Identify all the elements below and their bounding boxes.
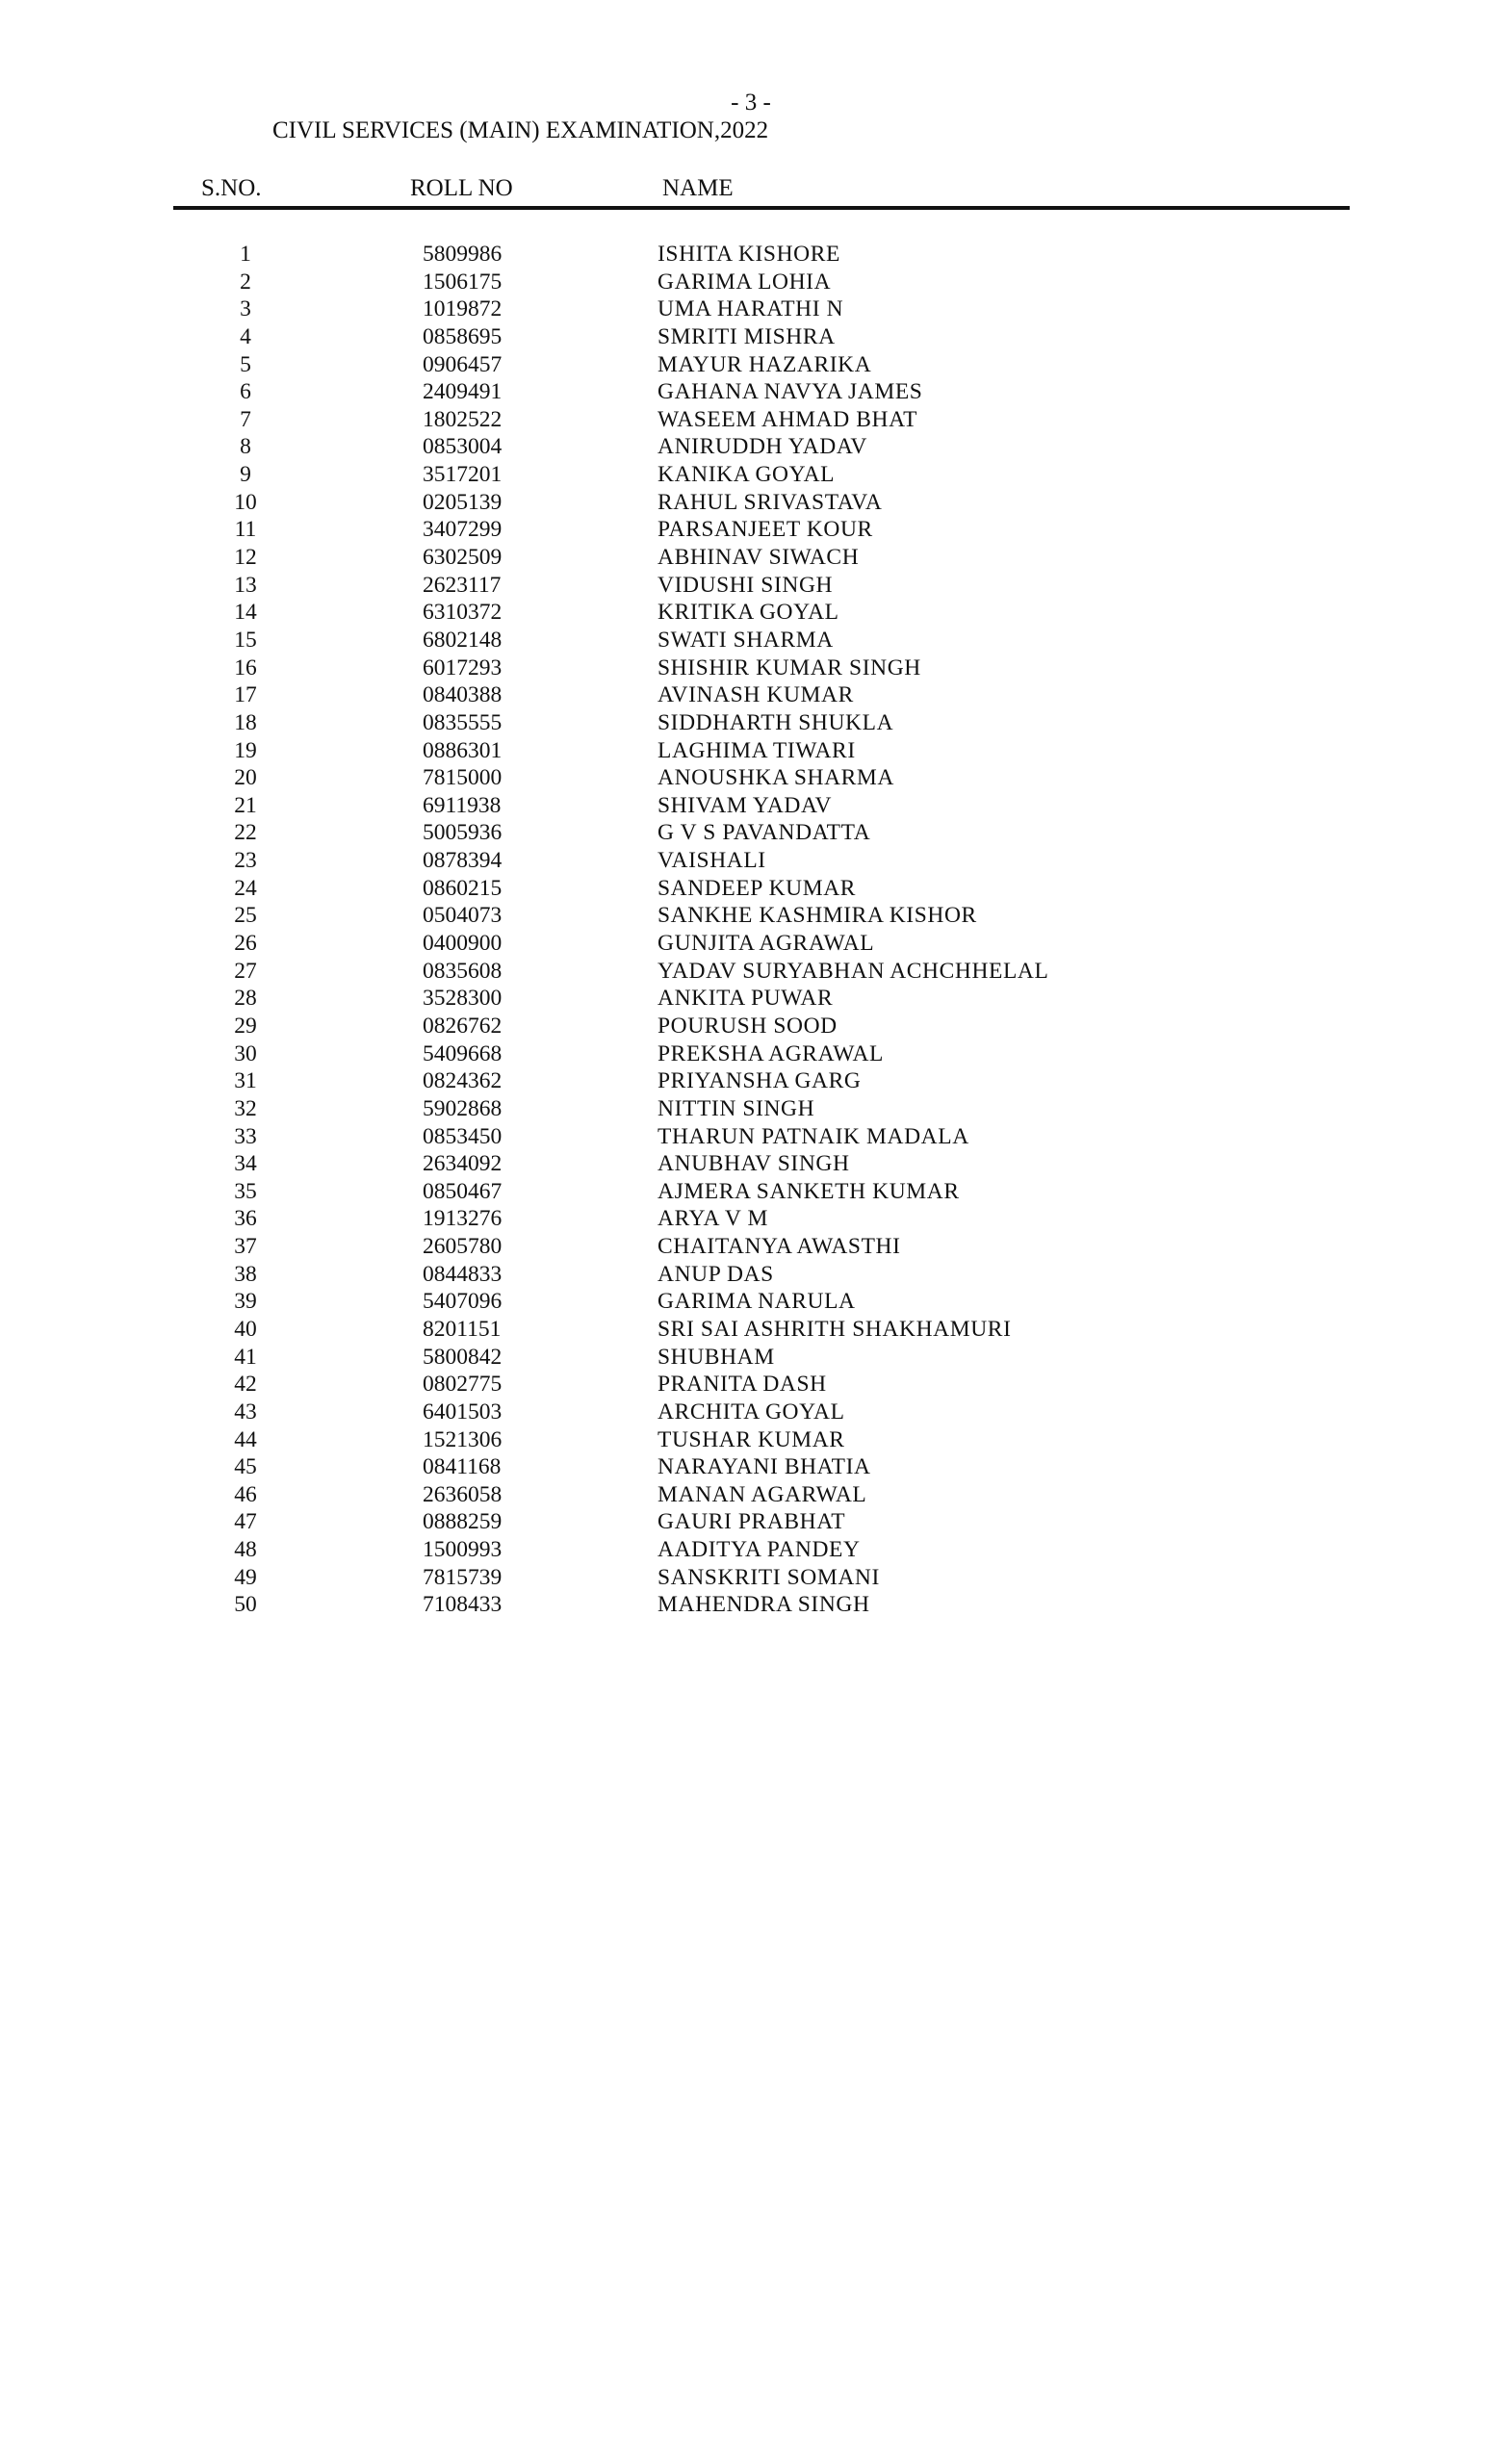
cell-name: ANOUSHKA SHARMA (658, 765, 894, 791)
cell-name: LAGHIMA TIWARI (658, 737, 856, 763)
cell-name: WASEEM AHMAD BHAT (658, 406, 918, 432)
cell-roll-no: 3528300 (423, 986, 503, 1012)
cell-name: GARIMA LOHIA (658, 269, 832, 295)
cell-sno: 11 (234, 517, 257, 543)
table-row (0, 1453, 1496, 1481)
header-divider (173, 206, 1350, 210)
cell-roll-no: 6310372 (423, 600, 503, 626)
column-header-roll-no: ROLL NO (410, 175, 513, 201)
cell-sno: 49 (234, 1564, 257, 1590)
cell-sno: 13 (234, 572, 257, 598)
cell-name: ISHITA KISHORE (658, 242, 840, 267)
table-row (0, 1564, 1496, 1592)
cell-sno: 31 (234, 1068, 257, 1094)
table-row (0, 958, 1496, 986)
cell-sno: 2 (240, 269, 251, 295)
cell-name: ANUBHAV SINGH (658, 1151, 850, 1177)
cell-sno: 50 (234, 1592, 257, 1618)
cell-roll-no: 5809986 (423, 242, 503, 267)
table-row (0, 1481, 1496, 1509)
table-row (0, 627, 1496, 654)
cell-sno: 44 (234, 1426, 257, 1452)
table-row (0, 985, 1496, 1013)
cell-roll-no: 1506175 (423, 269, 503, 295)
cell-sno: 40 (234, 1316, 257, 1342)
table-row (0, 295, 1496, 323)
cell-name: SMRITI MISHRA (658, 323, 836, 349)
column-header-name: NAME (662, 175, 734, 201)
page-number: - 3 - (731, 90, 771, 116)
cell-roll-no: 0858695 (423, 323, 503, 349)
cell-name: THARUN PATNAIK MADALA (658, 1123, 969, 1149)
table-row (0, 461, 1496, 489)
table-row (0, 819, 1496, 847)
table-row (0, 1399, 1496, 1426)
cell-roll-no: 6302509 (423, 545, 503, 571)
table-row (0, 1288, 1496, 1316)
cell-sno: 6 (240, 379, 251, 405)
cell-roll-no: 6802148 (423, 627, 503, 653)
table-row (0, 1040, 1496, 1068)
table-row (0, 433, 1496, 461)
cell-roll-no: 0844833 (423, 1261, 503, 1287)
table-row (0, 1591, 1496, 1619)
cell-sno: 30 (234, 1040, 257, 1066)
cell-sno: 19 (234, 737, 257, 763)
cell-roll-no: 1500993 (423, 1537, 503, 1563)
cell-roll-no: 8201151 (423, 1316, 502, 1342)
table-row (0, 1178, 1496, 1206)
table-row (0, 351, 1496, 379)
cell-roll-no: 1521306 (423, 1426, 503, 1452)
cell-roll-no: 1913276 (423, 1206, 503, 1232)
cell-name: VAISHALI (658, 848, 766, 874)
cell-sno: 34 (234, 1151, 257, 1177)
cell-name: NARAYANI BHATIA (658, 1454, 871, 1480)
cell-sno: 9 (240, 462, 251, 488)
table-row (0, 875, 1496, 903)
cell-name: MAHENDRA SINGH (658, 1592, 870, 1618)
cell-sno: 10 (234, 489, 257, 515)
cell-roll-no: 0802775 (423, 1372, 503, 1398)
table-row (0, 654, 1496, 682)
cell-roll-no: 0888259 (423, 1509, 503, 1535)
cell-roll-no: 0850467 (423, 1178, 503, 1204)
cell-name: SHIVAM YADAV (658, 792, 833, 818)
cell-roll-no: 1802522 (423, 406, 503, 432)
exam-title: CIVIL SERVICES (MAIN) EXAMINATION,2022 (272, 117, 769, 143)
cell-roll-no: 0886301 (423, 737, 503, 763)
cell-name: AJMERA SANKETH KUMAR (658, 1178, 960, 1204)
table-row (0, 930, 1496, 958)
cell-sno: 47 (234, 1509, 257, 1535)
cell-roll-no: 0504073 (423, 903, 503, 929)
cell-roll-no: 3407299 (423, 517, 503, 543)
cell-sno: 14 (234, 600, 257, 626)
cell-sno: 25 (234, 903, 257, 929)
cell-sno: 33 (234, 1123, 257, 1149)
table-row (0, 1426, 1496, 1454)
cell-name: PRIYANSHA GARG (658, 1068, 862, 1094)
cell-sno: 46 (234, 1481, 257, 1507)
table-row (0, 269, 1496, 296)
cell-roll-no: 0906457 (423, 351, 503, 377)
cell-name: GUNJITA AGRAWAL (658, 931, 875, 957)
cell-sno: 45 (234, 1454, 257, 1480)
table-row (0, 792, 1496, 820)
cell-roll-no: 2636058 (423, 1481, 503, 1507)
cell-name: SHUBHAM (658, 1344, 775, 1370)
table-row (0, 1150, 1496, 1178)
cell-name: KRITIKA GOYAL (658, 600, 839, 626)
cell-sno: 15 (234, 627, 257, 653)
cell-sno: 36 (234, 1206, 257, 1232)
cell-name: POURUSH SOOD (658, 1013, 838, 1039)
cell-sno: 28 (234, 986, 257, 1012)
table-row (0, 681, 1496, 709)
cell-sno: 32 (234, 1095, 257, 1121)
cell-name: PRANITA DASH (658, 1372, 827, 1398)
cell-roll-no: 2605780 (423, 1234, 503, 1260)
cell-name: SANDEEP KUMAR (658, 875, 857, 901)
cell-sno: 41 (234, 1344, 257, 1370)
cell-roll-no: 0853004 (423, 434, 503, 460)
table-row (0, 1261, 1496, 1289)
table-row (0, 764, 1496, 792)
table-row (0, 406, 1496, 434)
cell-sno: 22 (234, 820, 257, 846)
cell-name: KANIKA GOYAL (658, 462, 836, 488)
cell-sno: 42 (234, 1372, 257, 1398)
cell-sno: 35 (234, 1178, 257, 1204)
cell-sno: 7 (240, 406, 251, 432)
cell-name: GAURI PRABHAT (658, 1509, 846, 1535)
cell-name: MAYUR HAZARIKA (658, 351, 872, 377)
cell-roll-no: 0400900 (423, 931, 503, 957)
table-row (0, 1371, 1496, 1399)
table-row (0, 1095, 1496, 1123)
cell-name: SANSKRITI SOMANI (658, 1564, 880, 1590)
cell-sno: 12 (234, 545, 257, 571)
cell-name: ABHINAV SIWACH (658, 545, 860, 571)
cell-roll-no: 5005936 (423, 820, 503, 846)
cell-sno: 43 (234, 1399, 257, 1424)
cell-roll-no: 1019872 (423, 296, 503, 322)
cell-roll-no: 0860215 (423, 875, 503, 901)
cell-name: PREKSHA AGRAWAL (658, 1040, 884, 1066)
table-row (0, 902, 1496, 930)
cell-roll-no: 3517201 (423, 462, 503, 488)
cell-roll-no: 7815000 (423, 765, 503, 791)
cell-name: SHISHIR KUMAR SINGH (658, 654, 921, 680)
table-row (0, 516, 1496, 544)
cell-roll-no: 0824362 (423, 1068, 503, 1094)
cell-name: G V S PAVANDATTA (658, 820, 871, 846)
table-row (0, 323, 1496, 351)
cell-roll-no: 5407096 (423, 1289, 503, 1315)
table-row (0, 1344, 1496, 1372)
cell-roll-no: 2409491 (423, 379, 503, 405)
cell-roll-no: 0835608 (423, 958, 503, 984)
cell-name: CHAITANYA AWASTHI (658, 1234, 901, 1260)
table-row (0, 1067, 1496, 1095)
cell-roll-no: 0205139 (423, 489, 503, 515)
cell-roll-no: 5800842 (423, 1344, 503, 1370)
table-row (0, 847, 1496, 875)
cell-roll-no: 0841168 (423, 1454, 502, 1480)
table-row (0, 378, 1496, 406)
cell-roll-no: 0826762 (423, 1013, 503, 1039)
cell-roll-no: 2623117 (423, 572, 502, 598)
cell-name: AADITYA PANDEY (658, 1537, 861, 1563)
cell-name: TUSHAR KUMAR (658, 1426, 845, 1452)
results-table-body (0, 241, 1496, 1619)
cell-sno: 26 (234, 931, 257, 957)
cell-name: GARIMA NARULA (658, 1289, 856, 1315)
cell-name: RAHUL SRIVASTAVA (658, 489, 883, 515)
cell-sno: 4 (240, 323, 251, 349)
cell-name: ANUP DAS (658, 1261, 774, 1287)
cell-sno: 39 (234, 1289, 257, 1315)
cell-name: SRI SAI ASHRITH SHAKHAMURI (658, 1316, 1012, 1342)
table-row (0, 709, 1496, 737)
cell-sno: 21 (234, 792, 257, 818)
cell-roll-no: 5902868 (423, 1095, 503, 1121)
cell-sno: 18 (234, 709, 257, 735)
cell-sno: 16 (234, 654, 257, 680)
cell-sno: 23 (234, 848, 257, 874)
cell-name: ANIRUDDH YADAV (658, 434, 867, 460)
table-row (0, 1508, 1496, 1536)
table-row (0, 1536, 1496, 1564)
cell-name: PARSANJEET KOUR (658, 517, 873, 543)
cell-sno: 17 (234, 682, 257, 708)
cell-name: ARYA V M (658, 1206, 768, 1232)
cell-name: ANKITA PUWAR (658, 986, 834, 1012)
cell-sno: 48 (234, 1537, 257, 1563)
table-row (0, 241, 1496, 269)
table-row (0, 489, 1496, 517)
cell-name: YADAV SURYABHAN ACHCHHELAL (658, 958, 1049, 984)
cell-name: MANAN AGARWAL (658, 1481, 867, 1507)
cell-roll-no: 0878394 (423, 848, 503, 874)
cell-roll-no: 0840388 (423, 682, 503, 708)
cell-name: ARCHITA GOYAL (658, 1399, 845, 1424)
cell-sno: 1 (240, 242, 251, 267)
cell-roll-no: 6017293 (423, 654, 503, 680)
table-row (0, 572, 1496, 600)
table-row (0, 544, 1496, 572)
cell-roll-no: 0835555 (423, 709, 503, 735)
cell-roll-no: 6911938 (423, 792, 502, 818)
table-row (0, 1316, 1496, 1344)
cell-roll-no: 2634092 (423, 1151, 503, 1177)
table-row (0, 737, 1496, 765)
cell-roll-no: 7815739 (423, 1564, 503, 1590)
cell-name: SWATI SHARMA (658, 627, 834, 653)
table-row (0, 599, 1496, 627)
column-header-sno: S.NO. (201, 175, 262, 201)
table-row (0, 1013, 1496, 1040)
table-row (0, 1205, 1496, 1233)
cell-sno: 38 (234, 1261, 257, 1287)
cell-name: SIDDHARTH SHUKLA (658, 709, 894, 735)
cell-sno: 29 (234, 1013, 257, 1039)
cell-name: VIDUSHI SINGH (658, 572, 834, 598)
cell-name: GAHANA NAVYA JAMES (658, 379, 923, 405)
cell-roll-no: 0853450 (423, 1123, 503, 1149)
cell-sno: 37 (234, 1234, 257, 1260)
cell-sno: 24 (234, 875, 257, 901)
cell-name: NITTIN SINGH (658, 1095, 815, 1121)
cell-sno: 3 (240, 296, 251, 322)
table-row (0, 1233, 1496, 1261)
cell-sno: 5 (240, 351, 251, 377)
table-row (0, 1123, 1496, 1151)
cell-name: UMA HARATHI N (658, 296, 844, 322)
cell-sno: 20 (234, 765, 257, 791)
cell-name: SANKHE KASHMIRA KISHOR (658, 903, 977, 929)
cell-name: AVINASH KUMAR (658, 682, 854, 708)
cell-roll-no: 7108433 (423, 1592, 503, 1618)
cell-sno: 8 (240, 434, 251, 460)
cell-sno: 27 (234, 958, 257, 984)
cell-roll-no: 6401503 (423, 1399, 503, 1424)
cell-roll-no: 5409668 (423, 1040, 503, 1066)
